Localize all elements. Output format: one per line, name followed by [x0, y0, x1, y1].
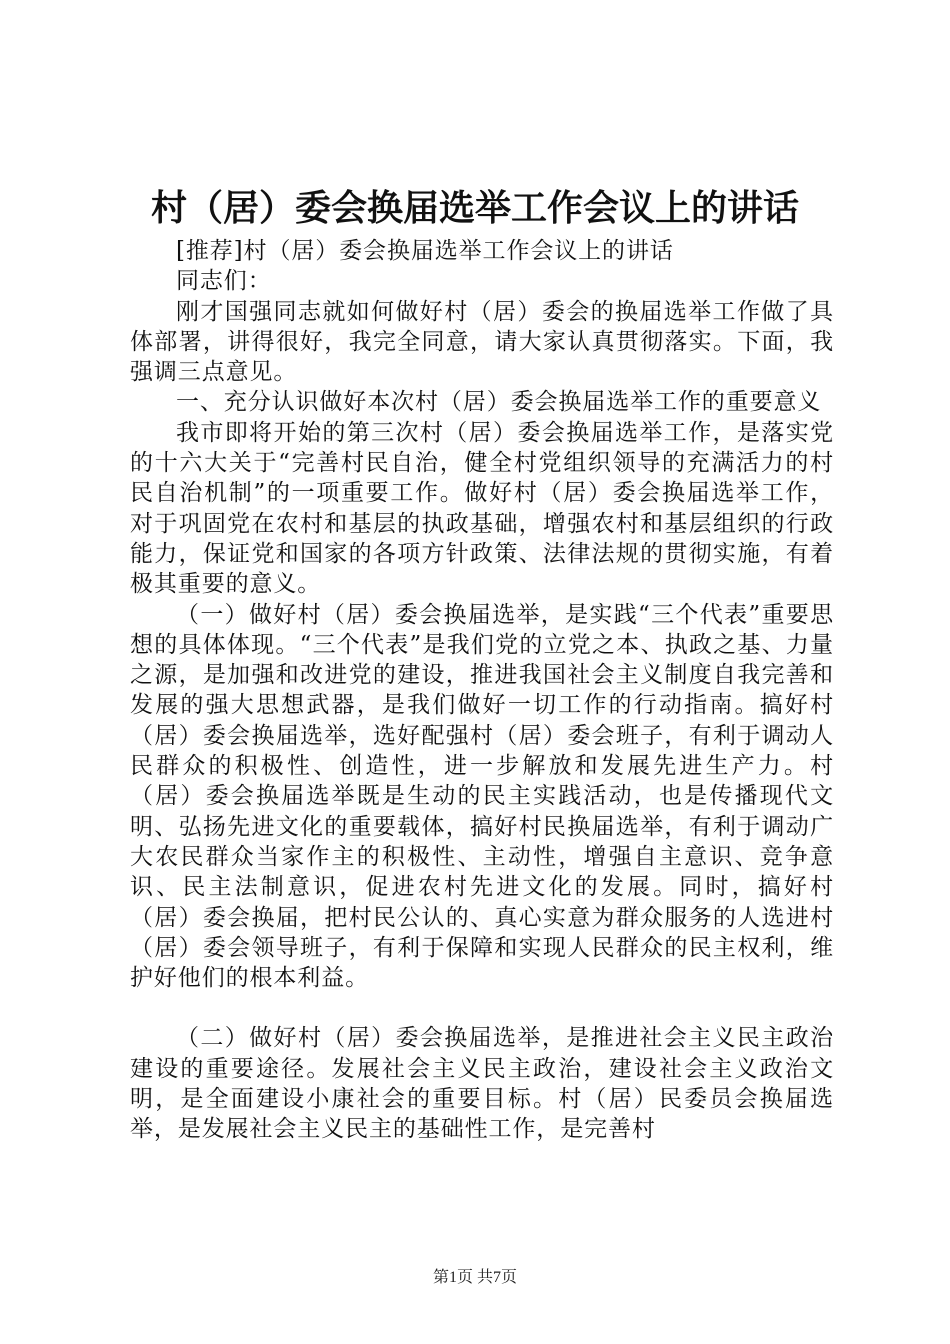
body-paragraph-2: （一）做好村（居）委会换届选举，是实践“三个代表”重要思想的具体体现。“三个代表”是我们党的立党之本、执政之基、力量之源，是加强和改进党的建设，推进我国社会主义制度自我完善和发展的强大思想武器，是我们做好一切工作的行动指南。搞好村（居）委会换届选举，选好配强村（居）委会班子，有利于调动人民群众的积极性、创造性，进一步解放和发展先进生产力。村（居）委会换届选举既是生动的民主实践活动，也是传播现代文明、弘扬先进文化的重要载体，搞好村民换届选举，有利于调动广大农民群众当家作主的积极性、主动性，增强自主意识、竞争意识、民主法制意识，促进农村先进文化的发展。同时，搞好村（居）委会换届，把村民公认的、真心实意为群众服务的人选进村（居）委会领导班子，有利于保障和实现人民群众的民主权利，维护好他们的根本利益。 [130, 601, 834, 992]
salutation: 同志们： [176, 268, 272, 295]
recommend-line: [推荐]村（居）委会换届选举工作会议上的讲话 [176, 238, 674, 264]
document-title: 村（居）委会换届选举工作会议上的讲话 [150, 187, 799, 229]
document-body [130, 236, 834, 1145]
intro-paragraph: 刚才国强同志就如何做好村（居）委会的换届选举工作做了具体部署，讲得很好，我完全同意，请大家认真贯彻落实。下面，我强调三点意见。 [130, 298, 834, 386]
body-paragraph-1: 我市即将开始的第三次村（居）委会换届选举工作，是落实党的十六大关于“完善村民自治，健全村党组织领导的充满活力的村民自治机制”的一项重要工作。做好村（居）委会换届选举工作，对于巩固党在农村和基层的执政基础，增强农村和基层组织的行政能力，保证党和国家的各项方针政策、法律法规的贯彻实施，有着极其重要的意义。 [130, 419, 834, 598]
body-paragraph-3: （二）做好村（居）委会换届选举，是推进社会主义民主政治建设的重要途径。发展社会主义民主政治，建设社会主义政治文明，是全面建设小康社会的重要目标。村（居）民委员会换届选举，是发展社会主义民主的基础性工作，是完善村 [130, 1025, 834, 1143]
section-heading-1: 一、充分认识做好本次村（居）委会换届选举工作的重要意义 [176, 389, 822, 416]
page-footer: 第1页 共7页 [432, 1269, 517, 1286]
